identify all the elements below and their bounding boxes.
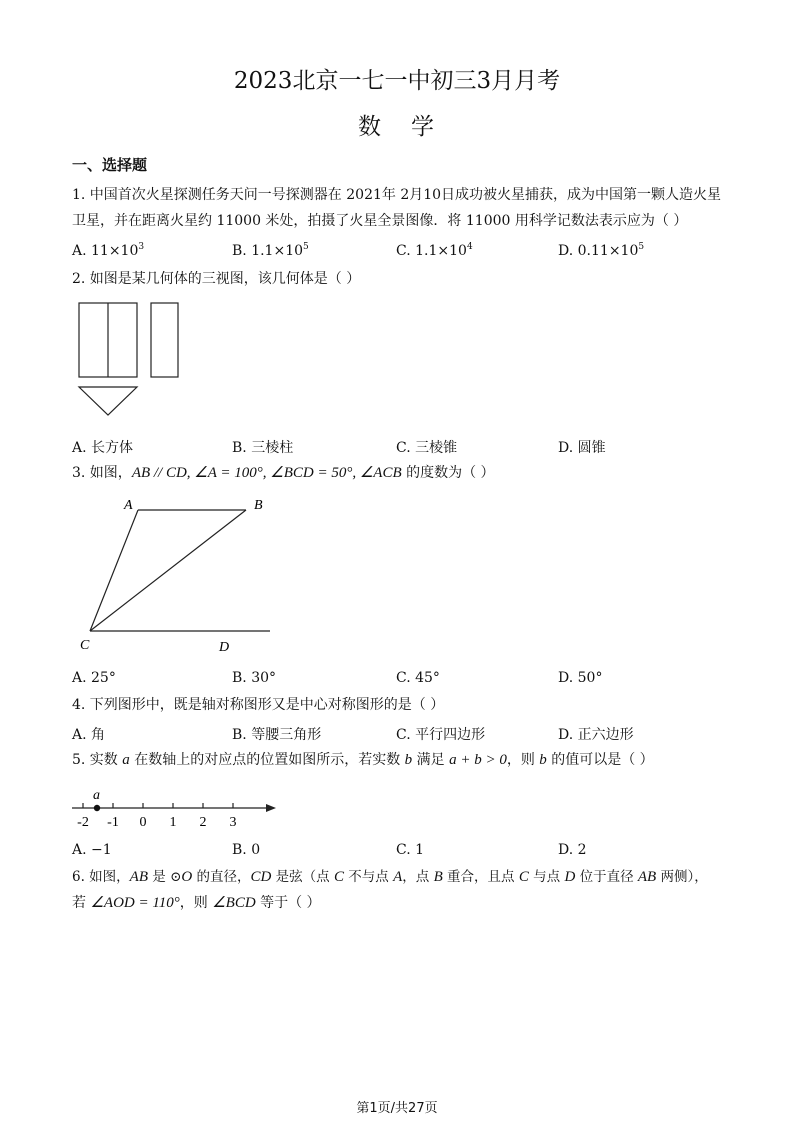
q1-option-b: B. $1.1\times 10^5$ <box>232 242 309 259</box>
q6-stem-line1: 6. 如图，AB 是 ⊙O 的直径，CD 是弦（点 C 不与点 A，点 B 重合，且点 C 与点 D 位于直径 AB 两侧）， <box>72 869 708 885</box>
q2-option-d: D. 圆锥 <box>558 440 606 456</box>
q1-option-d: D. $0.11\times 10^5$ <box>558 242 645 259</box>
q4-option-d: D. 正六边形 <box>558 727 634 743</box>
q2-three-views-figure <box>76 298 196 420</box>
q2-option-c: C. 三棱锥 <box>396 440 458 456</box>
q6-stem-line2: 若 ∠AOD = 110°，则 ∠BCD 等于（ ） <box>72 895 321 911</box>
q3-option-b: B. 30° <box>232 670 277 686</box>
q3-option-a: A. 25° <box>72 670 116 686</box>
axis-tick-label: -1 <box>107 815 119 830</box>
q4-option-b: B. 等腰三角形 <box>232 727 322 743</box>
q2-stem: 2. 如图是某几何体的三视图，该几何体是（ ） <box>72 271 361 287</box>
q5-option-a: A. −1 <box>72 842 112 858</box>
label-c: C <box>80 638 90 653</box>
axis-tick-label: 1 <box>169 815 177 830</box>
q1-stem-line1: 1. 中国首次火星探测任务天问一号探测器在 2021年 2月10日成功被火星捕获，成为中国第一颗人造火星 <box>72 187 722 203</box>
q4-stem: 4. 下列图形中，既是轴对称图形又是中心对称图形的是（ ） <box>72 697 445 713</box>
q1-option-a: A. $11\times 10^3$ <box>72 242 145 259</box>
q2-option-a: A. 长方体 <box>72 440 134 456</box>
q1-stem-line2: 卫星，并在距离火星约 11000 米处，拍摄了火星全景图像．将 11000 用科学记数法表示应为（ ） <box>72 213 688 229</box>
top-view-triangle <box>79 387 137 415</box>
q5-option-d: D. 2 <box>558 842 587 858</box>
point-a-dot <box>94 805 100 811</box>
q5-stem: 5. 实数 a 在数轴上的对应点的位置如图所示，若实数 b 满足 a + b > 0，则 b 的值可以是（ ） <box>72 752 654 768</box>
section-heading: 一、选择题 <box>72 156 148 174</box>
label-d: D <box>219 640 230 655</box>
q3-option-d: D. 50° <box>558 670 603 686</box>
q3-stem: 3. 如图，AB // CD, ∠A = 100°, ∠BCD = 50°, ∠ACB 的度数为（ ） <box>72 465 495 481</box>
q2-option-b: B. 三棱柱 <box>232 440 294 456</box>
axis-tick-label: 2 <box>199 815 207 830</box>
paper-title: 2023北京一七一中初三3月月考 <box>233 68 561 94</box>
q1-option-c: C. $1.1\times 10^4$ <box>396 242 473 259</box>
q5-option-c: C. 1 <box>396 842 425 858</box>
q4-option-c: C. 平行四边形 <box>396 727 486 743</box>
label-b: B <box>254 498 263 513</box>
label-a: A <box>124 498 133 513</box>
axis-tick-label: 0 <box>139 815 147 830</box>
page-footer: 第1页/共27页 <box>356 1101 438 1116</box>
q5-number-line <box>70 782 285 832</box>
q3-trapezoid-figure <box>72 492 282 660</box>
subject-title: 数 学 <box>358 114 436 140</box>
side-view-rect <box>151 303 178 377</box>
axis-arrow-icon <box>266 804 276 812</box>
q3-option-c: C. 45° <box>396 670 440 686</box>
q4-option-a: A. 角 <box>72 727 106 743</box>
axis-tick-label: -2 <box>77 815 89 830</box>
q5-option-b: B. 0 <box>232 842 261 858</box>
axis-tick-label: 3 <box>229 815 237 830</box>
point-a-label: a <box>93 788 100 803</box>
